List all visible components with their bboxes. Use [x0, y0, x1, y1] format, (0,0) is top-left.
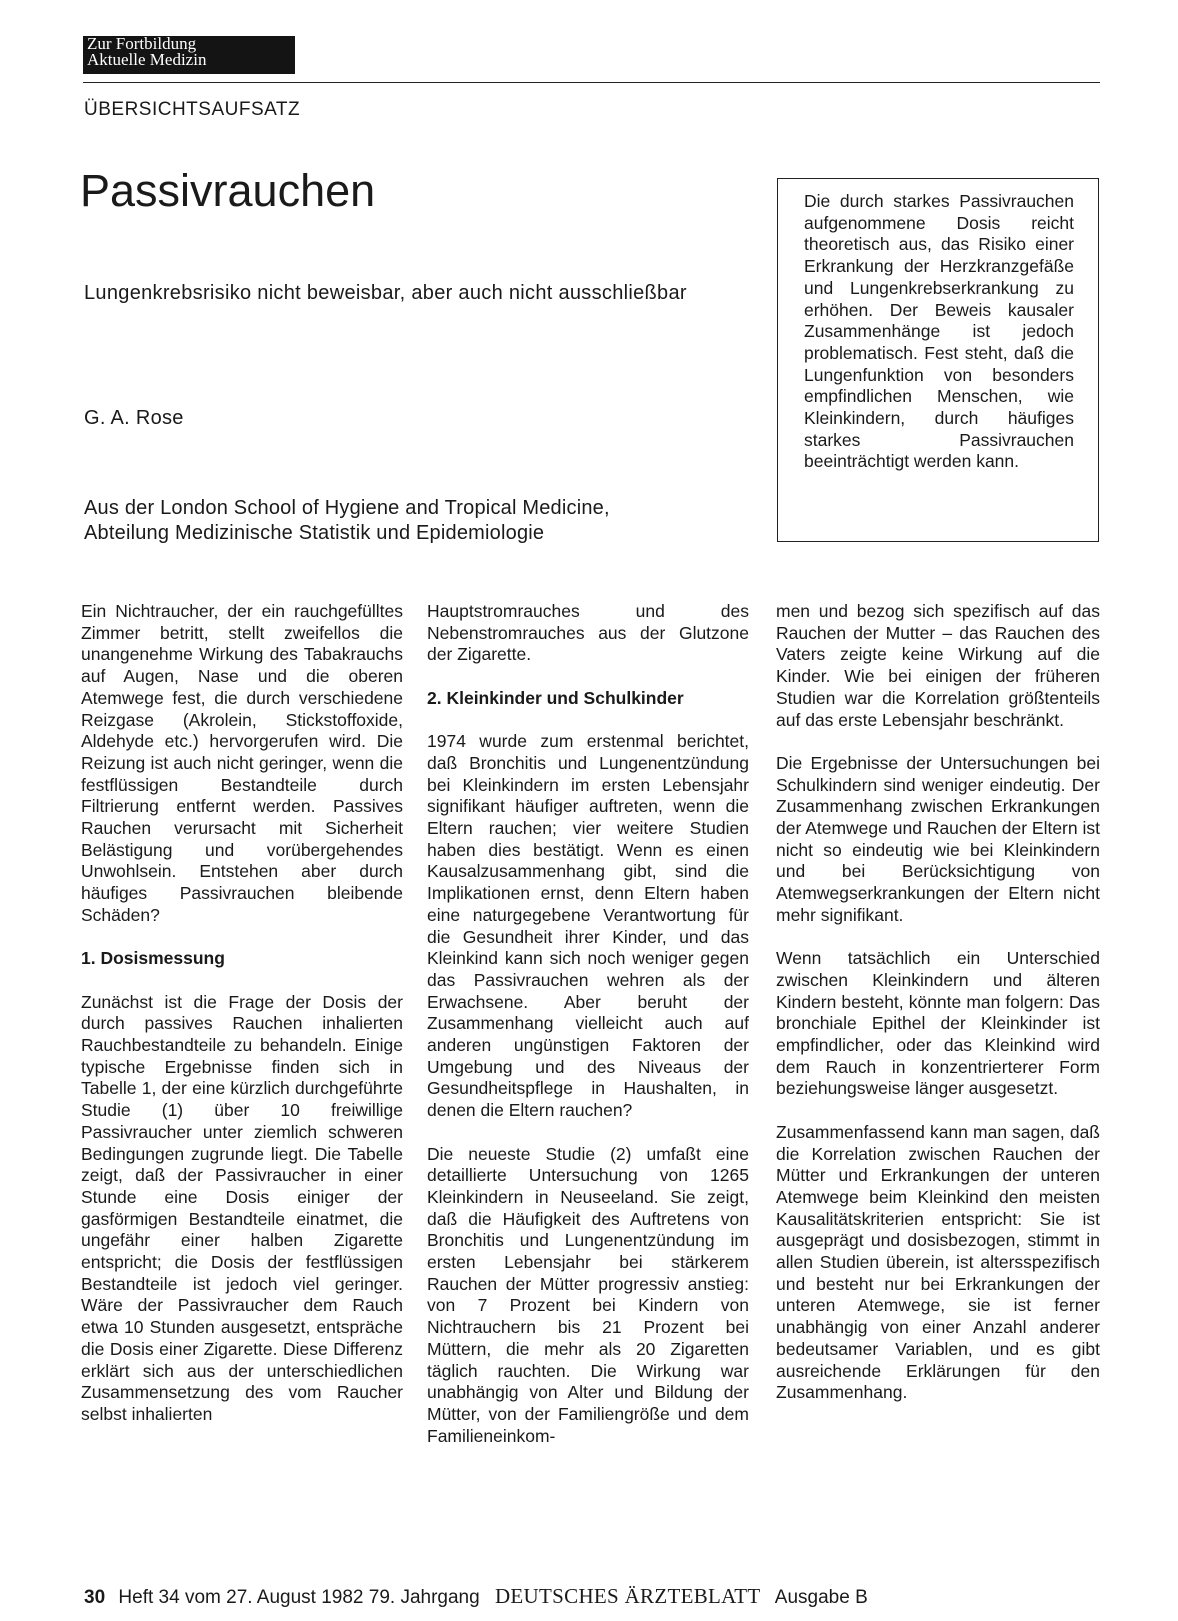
heading-kinder: 2. Kleinkinder und Schulkinder: [427, 687, 684, 708]
paragraph-intro: Ein Nichtraucher, der ein rauchgefülltes Zimmer betritt, stellt zweifellos die unangenehme Wirkung des Tabakrauchs auf Augen, Nase und die oberen Atemwege fest, die durch verschiedene Reizgase (Akrolein, Stickstoffoxide, Aldehyde etc.) hervorgerufen wird. Die Reizung ist auch nicht geringer, wenn die festflüssigen Bestandteile durch Filtrierung entfernt werden. Passives Rauchen verursacht mit Sicherheit Belästigung und vorübergehendes Unwohlsein. Entstehen aber durch häufiges Passivrauchen bleibende Schäden?: [81, 601, 403, 925]
affiliation-line2: Abteilung Medizinische Statistik und Epidemiologie: [84, 522, 545, 544]
body-column-3: [776, 601, 1100, 1426]
edition: Ausgabe B: [774, 1587, 868, 1608]
journal-name: DEUTSCHES ÄRZTEBLATT: [494, 1584, 761, 1608]
affiliation-line1: Aus der London School of Hygiene and Tropical Medicine,: [84, 497, 610, 519]
affiliation: [84, 496, 610, 546]
paragraph-hauptstrom: Hauptstromrauches und des Nebenstromrauches aus der Glutzone der Zigarette.: [427, 601, 749, 665]
header-rule: [83, 82, 1100, 83]
paragraph-dosis: Zunächst ist die Frage der Dosis der durch passives Rauchen inhalierten Rauchbestandteile zu behandeln. Einige typische Ergebnisse finden sich in Tabelle 1, der eine kürzlich durchgeführte Studie (1) über 10 freiwillige Passivraucher unter ziemlich schweren Bedingungen zugrunde liegt. Die Tabelle zeigt, daß der Passivraucher in einer Stunde eine Dosis einiger der gasförmigen Bestandteile einatmet, die ungefähr einer halben Zigarette entspricht; die Dosis der festflüssigen Bestandteile ist jedoch viel geringer. Wäre der Passivraucher dem Rauch etwa 10 Stunden ausgesetzt, entspräche die Dosis einer Zigarette. Diese Differenz erklärt sich aus der unterschiedlichen Zusammensetzung des vom Raucher selbst inhalierten: [81, 991, 403, 1424]
page-number: 30: [84, 1587, 106, 1608]
page-footer: [84, 1584, 868, 1609]
body-column-2: [427, 601, 749, 1469]
issue-info: Heft 34 vom 27. August 1982 79. Jahrgang: [118, 1587, 480, 1608]
article-subtitle: Lungenkrebsrisiko nicht beweisbar, aber auch nicht ausschließbar: [84, 282, 687, 304]
paragraph-kinder-1974: 1974 wurde zum erstenmal berichtet, daß Bronchitis und Lungenentzündung bei Kleinkindern im ersten Lebensjahr signifikant häufiger auftreten, wenn die Eltern rauchen; vier weitere Studien haben dies bestätigt. Wenn es einen Kausalzusammenhang gibt, sind die Implikationen ernst, denn Eltern haben eine naturgegebene Verantwortung für die Gesundheit ihrer Kinder, und das Kleinkind kann sich noch weniger gegen das Passivrauchen wehren als der Erwachsene. Aber beruht der Zusammenhang vielleicht auch auf anderen ungünstigen Faktoren der Umgebung und des Niveaus der Gesundheitspflege in Haushalten, in denen die Eltern rauchen?: [427, 731, 749, 1121]
department-tag-line1: Zur Fortbildung: [87, 34, 197, 53]
paragraph-schulkinder: Die Ergebnisse der Untersuchungen bei Schulkindern sind weniger eindeutig. Der Zusammenhang zwischen Erkrankungen der Atemwege und Rauchen der Eltern ist nicht so eindeutig wie bei Kleinkindern und bei Berücksichtigung von Atemwegserkrankungen der Eltern nicht mehr signifikant.: [776, 752, 1100, 925]
body-column-1: [81, 601, 403, 1447]
author: G. A. Rose: [84, 407, 184, 429]
paragraph-mutter: men und bezog sich spezifisch auf das Rauchen der Mutter – das Rauchen des Vaters zeigte keine Wirkung auf die Kinder. Wie bei einigen der früheren Studien war die Korrelation größtenteils auf das erste Lebensjahr beschränkt.: [776, 601, 1100, 730]
abstract-box: Die durch starkes Passivrauchen aufgenommene Dosis reicht theoretisch aus, das Risiko einer Erkrankung der Herzkranzgefäße und Lungenkrebserkrankung zu erhöhen. Der Beweis kausaler Zusammenhänge ist jedoch problematisch. Fest steht, daß die Lungenfunktion von besonders empfindlichen Menschen, wie Kleinkindern, durch häufiges starkes Passivrauchen beeinträchtigt werden kann.: [777, 178, 1099, 542]
heading-dosismessung: 1. Dosismessung: [81, 948, 225, 969]
article-title: Passivrauchen: [80, 165, 376, 216]
paragraph-zusammenfassend: Zusammenfassend kann man sagen, daß die Korrelation zwischen Rauchen der Mütter und Erkrankungen der unteren Atemwege beim Kleinkind den meisten Kausalitätskriterien entspricht: Sie ist ausgeprägt und dosisbezogen, stimmt in allen Studien überein, ist altersspezifisch und besteht nur bei Erkrankungen der unteren Atemwege, sie ist ferner unabhängig von einer Anzahl anderer bedeutsamer Variablen, und es gibt ausreichende Erklärungen für den Zusammenhang.: [776, 1121, 1100, 1403]
paragraph-unterschied: Wenn tatsächlich ein Unterschied zwischen Kleinkindern und älteren Kindern besteht, könnte man folgern: Das bronchiale Epithel der Kleinkinder ist empfindlicher, oder das Kleinkind wird dem Rauch in konzentrierterer Form beziehungsweise länger ausgesetzt.: [776, 948, 1100, 1099]
section-label: ÜBERSICHTSAUFSATZ: [84, 99, 301, 120]
paragraph-neueste-studie: Die neueste Studie (2) umfaßt eine detaillierte Untersuchung von 1265 Kleinkindern in Neuseeland. Sie zeigt, daß die Häufigkeit des Auftretens von Bronchitis und Lungenentzündung im ersten Lebensjahr bei stärkerem Rauchen der Mütter progressiv anstieg: von 7 Prozent bei Kindern von Nichtrauchern bis 21 Prozent bei Müttern, die mehr als 20 Zigaretten täglich rauchten. Die Wirkung war unabhängig von Alter und Bildung der Mütter, von der Familiengröße und dem Familieneinkom-: [427, 1143, 749, 1446]
department-tag-line2: Aktuelle Medizin: [87, 50, 207, 69]
department-tag: [83, 36, 295, 74]
